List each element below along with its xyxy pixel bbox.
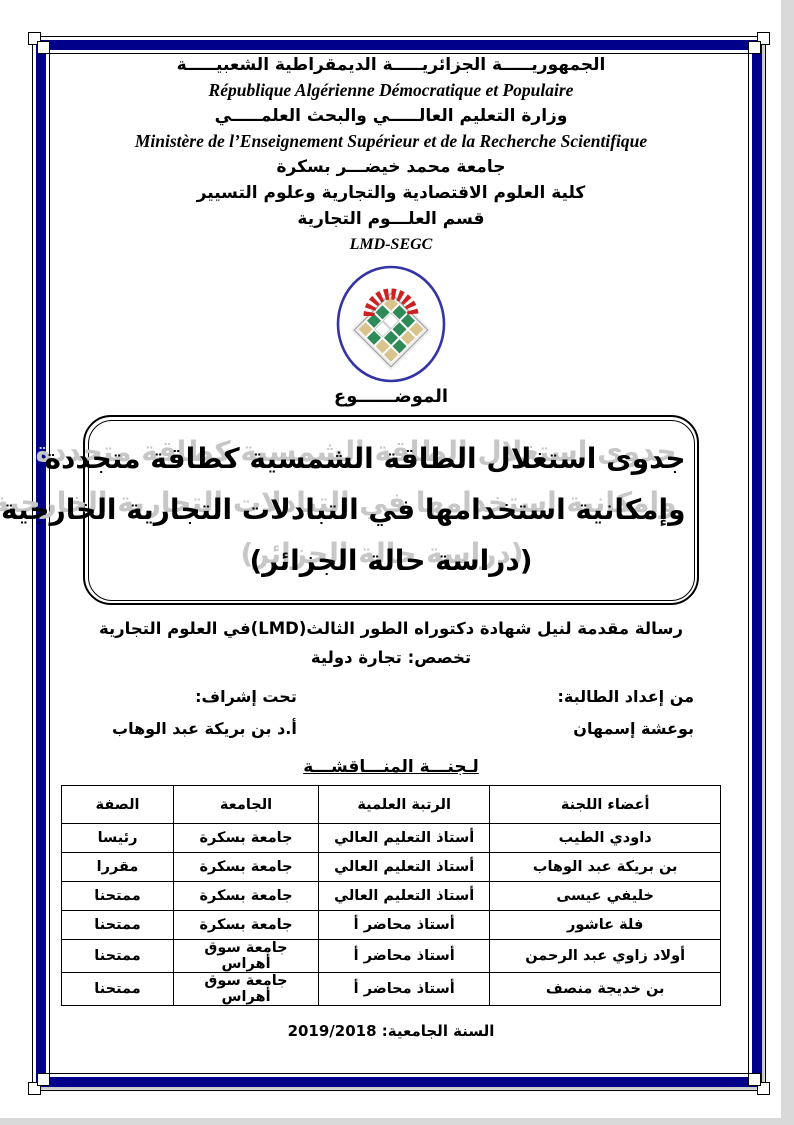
table-cell: جامعة بسكرة (174, 882, 319, 911)
specialty-line: تخصص: تجارة دولية (310, 648, 472, 667)
table-cell: أستاذ التعليم العالي (319, 853, 490, 882)
frame-corner-ornament (742, 30, 772, 60)
ministry-name-arabic: وزارة التعليم العالـــــي والبحث العلمـــــي (214, 106, 568, 126)
university-name: جامعة محمد خيضـــر بسكرة (276, 157, 506, 177)
table-cell: جامعة بسكرة (174, 853, 319, 882)
table-header-cell: الجامعة (174, 786, 319, 824)
table-header-cell: الرتبة العلمية (319, 786, 490, 824)
faculty-name: كلية العلوم الاقتصادية والتجارية وعلوم التسيير (196, 183, 586, 203)
table-cell: جامعة سوق أهراس (174, 940, 319, 973)
thesis-title-frame (0, 415, 699, 605)
supervisor-label: تحت إشراف: (195, 687, 297, 706)
frame-corner-ornament (26, 1067, 56, 1097)
table-row (62, 973, 721, 1006)
table-header-cell: الصفة (62, 786, 174, 824)
table-row (62, 882, 721, 911)
ministry-name-french: Ministère de l’Enseignement Supérieur et de la Recherche Scientifique (134, 131, 648, 151)
supervisor-name: أ.د بن بريكة عبد الوهاب (112, 719, 297, 738)
table-row (62, 824, 721, 853)
prepared-by-label: من إعداد الطالبة: (557, 687, 694, 706)
thesis-title-line-2: وإمكانية استخدامها في التبادلات التجارية الخارجية (0, 492, 686, 526)
table-row (62, 853, 721, 882)
table-cell: أستاذ محاضر أ (319, 911, 490, 940)
university-biskra-logo (333, 264, 449, 384)
table-cell: أولاد زاوي عبد الرحمن (490, 940, 721, 973)
table-cell: جامعة بسكرة (174, 824, 319, 853)
frame-corner-ornament (26, 30, 56, 60)
table-cell: بن خديجة منصف (490, 973, 721, 1006)
table-cell: مقررا (62, 853, 174, 882)
table-cell: ممتحنا (62, 973, 174, 1006)
table-cell: جامعة سوق أهراس (174, 973, 319, 1006)
table-row (62, 911, 721, 940)
prepared-by-block (557, 681, 694, 745)
republic-name-arabic: الجمهوريـــــة الجزائريـــــة الديمقراطية الشعبيـــــة (176, 55, 606, 75)
table-cell: بن بريكة عبد الوهاب (490, 853, 721, 882)
committee-table-body (62, 824, 721, 1006)
table-cell: ممتحنا (62, 911, 174, 940)
committee-table (61, 785, 721, 1006)
table-cell: داودي الطيب (490, 824, 721, 853)
table-cell: ممتحنا (62, 940, 174, 973)
table-cell: رئيسا (62, 824, 174, 853)
authorship-block (112, 681, 694, 745)
thesis-title-line-1: جدوى استغلال الطاقة الشمسية كطاقة متجددة (44, 441, 686, 475)
republic-name-french: République Algérienne Démocratique et Populaire (208, 80, 574, 100)
table-cell: ممتحنا (62, 882, 174, 911)
table-cell: خليفي عيسى (490, 882, 721, 911)
table-row (62, 940, 721, 973)
committee-table-header-row (62, 786, 721, 824)
supervisor-block (112, 681, 297, 745)
table-cell: جامعة بسكرة (174, 911, 319, 940)
table-cell: فلة عاشور (490, 911, 721, 940)
table-cell: أستاذ محاضر أ (319, 973, 490, 1006)
subject-label: الموضــــــوع (333, 386, 449, 407)
thesis-statement: رسالة مقدمة لنيل شهادة دكتوراه الطور الثالث(LMD)في العلوم التجارية (98, 619, 684, 638)
frame-corner-ornament (742, 1067, 772, 1097)
department-name: قسم العلـــوم التجارية (297, 209, 485, 229)
prepared-by-name: بوعشة إسمهان (573, 719, 694, 738)
program-code: LMD-SEGC (349, 236, 433, 253)
academic-year: السنة الجامعية: 2019/2018 (287, 1022, 495, 1040)
table-header-cell: أعضاء اللجنة (490, 786, 721, 824)
table-cell: أستاذ التعليم العالي (319, 824, 490, 853)
committee-heading: لـجنـــة المنـــاقشـــة (303, 757, 479, 777)
table-cell: أستاذ محاضر أ (319, 940, 490, 973)
table-cell: أستاذ التعليم العالي (319, 882, 490, 911)
thesis-title-line-3: (دراسة حالة الجزائر) (249, 543, 533, 577)
